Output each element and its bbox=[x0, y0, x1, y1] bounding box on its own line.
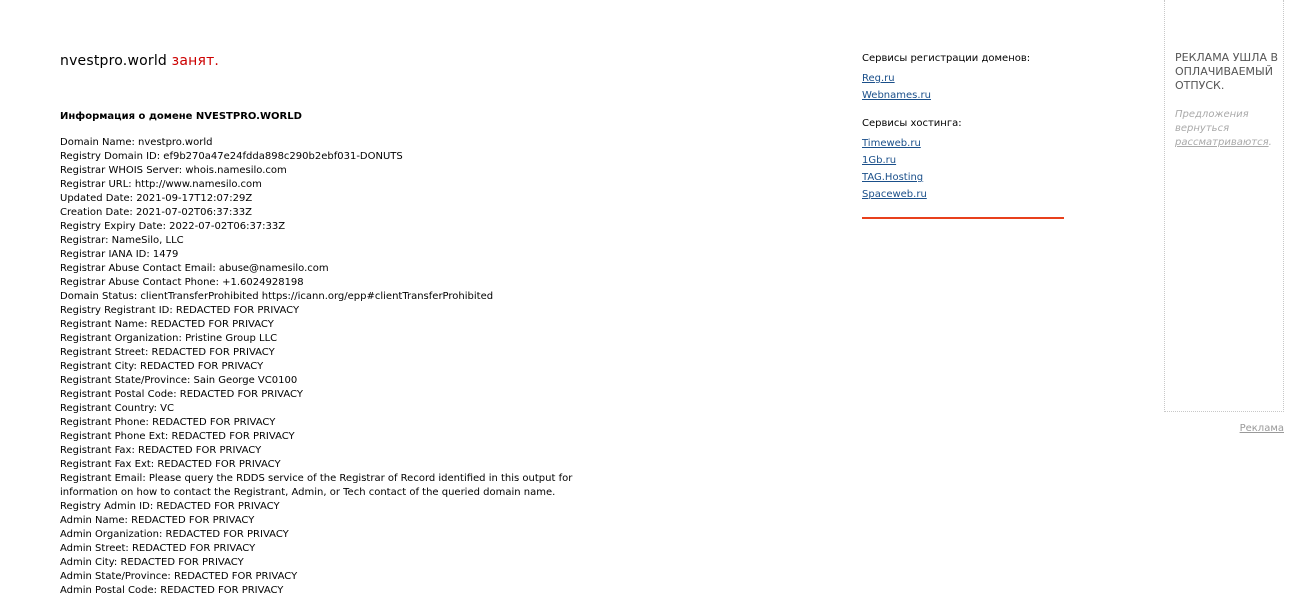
whois-line: Registrar: NameSilo, LLC bbox=[60, 235, 184, 246]
registration-link[interactable]: Reg.ru bbox=[862, 73, 895, 84]
whois-line: Admin Postal Code: REDACTED FOR PRIVACY bbox=[60, 585, 284, 596]
whois-line: Registrar Abuse Contact Email: abuse@namesilo.com bbox=[60, 263, 329, 274]
hosting-links bbox=[862, 135, 1072, 203]
whois-line: Registrant State/Province: Sain George VC0100 bbox=[60, 375, 298, 386]
whois-line: Registrar IANA ID: 1479 bbox=[60, 249, 179, 260]
registration-services-title: Сервисы регистрации доменов: bbox=[862, 53, 1031, 64]
whois-line: Registry Expiry Date: 2022-07-02T06:37:33Z bbox=[60, 221, 286, 232]
whois-line: Admin Name: REDACTED FOR PRIVACY bbox=[60, 515, 255, 526]
ad-sub-prefix: Предложения вернуться bbox=[1175, 109, 1249, 134]
whois-line: Registrar Abuse Contact Phone: +1.6024928198 bbox=[60, 277, 304, 288]
whois-line: Registrant Phone: REDACTED FOR PRIVACY bbox=[60, 417, 276, 428]
whois-line: Registry Domain ID: ef9b270a47e24fdda898c290b2ebf031-DONUTS bbox=[60, 151, 403, 162]
whois-line: Admin City: REDACTED FOR PRIVACY bbox=[60, 557, 244, 568]
info-title: Информация о домене NVESTPRO.WORLD bbox=[60, 111, 302, 122]
divider-line bbox=[862, 217, 1064, 219]
hosting-link[interactable]: TAG.Hosting bbox=[862, 172, 924, 183]
whois-line: Registrant Street: REDACTED FOR PRIVACY bbox=[60, 347, 275, 358]
hosting-services-title: Сервисы хостинга: bbox=[862, 118, 962, 129]
services-panel bbox=[862, 52, 1072, 203]
whois-line: Registrant Organization: Pristine Group LLC bbox=[60, 333, 278, 344]
ad-sub-suffix: . bbox=[1268, 137, 1272, 148]
whois-line: Registrant Country: VC bbox=[60, 403, 174, 414]
whois-line: Admin Organization: REDACTED FOR PRIVACY bbox=[60, 529, 289, 540]
hosting-link[interactable]: Timeweb.ru bbox=[862, 138, 921, 149]
whois-line: Updated Date: 2021-09-17T12:07:29Z bbox=[60, 193, 253, 204]
whois-line: Registrar WHOIS Server: whois.namesilo.com bbox=[60, 165, 287, 176]
registration-link[interactable]: Webnames.ru bbox=[862, 90, 931, 101]
whois-line: Registry Registrant ID: REDACTED FOR PRIVACY bbox=[60, 305, 300, 316]
whois-line: Registrant City: REDACTED FOR PRIVACY bbox=[60, 361, 264, 372]
ad-subtitle bbox=[1175, 108, 1279, 150]
ad-title: РЕКЛАМА УШЛА В ОПЛАЧИВАЕМЫЙ ОТПУСК. bbox=[1175, 51, 1279, 92]
registration-links bbox=[862, 70, 1072, 104]
whois-line: Registrant Fax Ext: REDACTED FOR PRIVACY bbox=[60, 459, 281, 470]
whois-line: Registrant Email: Please query the RDDS service of the Registrar of Record identified in this output for information on how to contact the Registrant, Admin, or Tech contact of the queried domain name. bbox=[60, 473, 573, 498]
whois-line: Registrant Fax: REDACTED FOR PRIVACY bbox=[60, 445, 262, 456]
domain-status: занят. bbox=[171, 53, 220, 69]
hosting-link[interactable]: Spaceweb.ru bbox=[862, 189, 927, 200]
ad-box bbox=[1164, 0, 1284, 412]
whois-line: Domain Name: nvestpro.world bbox=[60, 137, 213, 148]
hosting-link[interactable]: 1Gb.ru bbox=[862, 155, 897, 166]
whois-line: Creation Date: 2021-07-02T06:37:33Z bbox=[60, 207, 252, 218]
whois-record bbox=[60, 136, 620, 598]
whois-line: Registrant Name: REDACTED FOR PRIVACY bbox=[60, 319, 274, 330]
whois-line: Registrar URL: http://www.namesilo.com bbox=[60, 179, 262, 190]
whois-line: Admin State/Province: REDACTED FOR PRIVACY bbox=[60, 571, 298, 582]
whois-line: Registrant Postal Code: REDACTED FOR PRIVACY bbox=[60, 389, 303, 400]
ad-label-link[interactable]: Реклама bbox=[1239, 423, 1284, 434]
whois-line: Admin Street: REDACTED FOR PRIVACY bbox=[60, 543, 256, 554]
whois-line: Registry Admin ID: REDACTED FOR PRIVACY bbox=[60, 501, 280, 512]
ad-sub-link[interactable]: рассматриваются bbox=[1175, 137, 1269, 148]
whois-line: Domain Status: clientTransferProhibited https://icann.org/epp#clientTransferProhibited bbox=[60, 291, 494, 302]
domain-headline bbox=[60, 53, 219, 69]
whois-line: Registrant Phone Ext: REDACTED FOR PRIVACY bbox=[60, 431, 295, 442]
domain-name: nvestpro.world bbox=[60, 53, 168, 69]
